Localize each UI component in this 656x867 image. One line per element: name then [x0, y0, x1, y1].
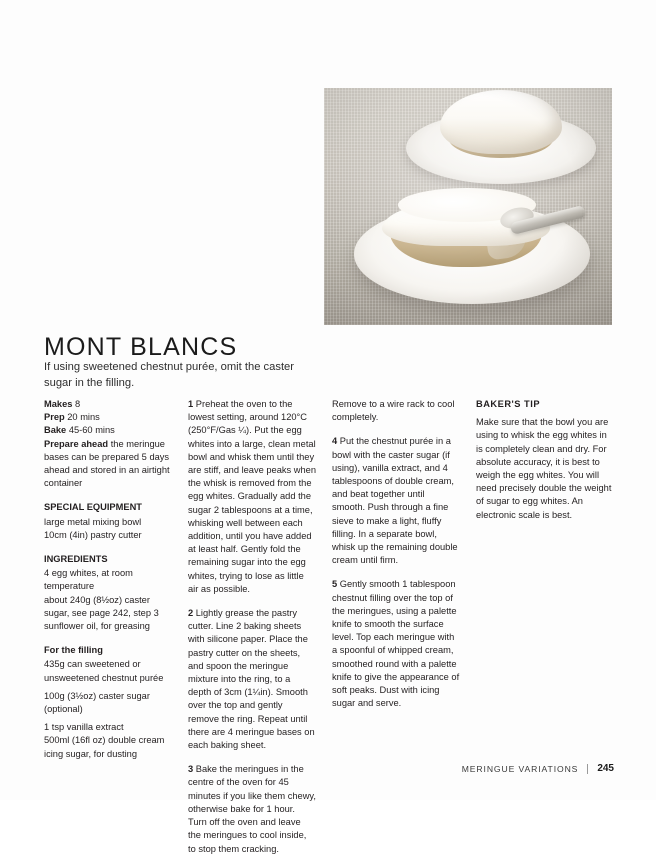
- filling-item: 100g (3½oz) caster sugar (optional): [44, 690, 150, 715]
- filling-heading: For the filling: [44, 645, 103, 656]
- ingredient-item: about 240g (8½oz) caster sugar, see page 242, step 3: [44, 594, 159, 618]
- meta-makes: [44, 398, 172, 411]
- column-steps-left: [188, 398, 332, 867]
- step-text: Bake the meringues in the centre of the oven for 45 minutes if you like them chewy, otherwise bake for 1 hour. Turn off the oven and leave the meringues to cool inside, to stop them cracking.: [188, 764, 316, 854]
- step-number: 2: [188, 608, 194, 619]
- special-equipment-item: 10cm (4in) pastry cutter: [44, 529, 142, 540]
- meta-prep-label: Prep: [44, 412, 65, 423]
- filling-item: 435g can sweetened or unsweetened chestnut purée: [44, 659, 164, 683]
- step-text: Lightly grease the pastry cutter. Line 2 baking sheets with silicone paper. Place the pastry cutter on the sheets, and spoon the meringue mixture into the ring, to a depth of 3cm (1¼in). Smooth over the top and gently remove the ring. Repeat until there are 4 meringue bases on each baking sheet.: [188, 608, 315, 751]
- column-bakers-tip: [476, 398, 614, 867]
- step-text: Gently smooth 1 tablespoon chestnut filling over the top of the meringues, using a palette knife to smooth the surface level. Top each meringue with a spoonful of whipped cream, smoothed round with a palette knife to give the appearance of soft peaks. Dust with icing sugar and serve.: [332, 579, 460, 709]
- step-text: Preheat the oven to the lowest setting, around 120°C (250°F/Gas ¼). Put the egg whites into a large, clean metal bowl and whisk them until they are stiff, and leave peaks when the whisk is removed from the egg whites. Gradually add the sugar 2 tablespoons at a time, whisking well between each addition, until you have added at least half. Gently fold the remaining sugar into the egg whites, trying to lose as little air as possible.: [188, 399, 317, 594]
- filling-item: icing sugar, for dusting: [44, 748, 138, 759]
- recipe-step: [188, 398, 316, 596]
- recipe-step: [188, 607, 316, 752]
- photo-vignette: [324, 88, 612, 325]
- meta-prep-value: 20 mins: [67, 412, 100, 423]
- bakers-tip-heading: BAKER'S TIP: [476, 399, 541, 409]
- page-number: 245: [597, 763, 614, 774]
- ingredients-heading: INGREDIENTS: [44, 554, 108, 565]
- footer-divider: [587, 764, 588, 774]
- meta-prep: [44, 411, 172, 424]
- step-number: 1: [188, 399, 194, 409]
- ingredient-item: sunflower oil, for greasing: [44, 621, 150, 632]
- recipe-step-continuation: Remove to a wire rack to cool completely.: [332, 399, 455, 423]
- recipe-columns: [44, 398, 614, 867]
- page-title: MONT BLANCS: [44, 332, 238, 361]
- recipe-subtitle: If using sweetened chestnut purée, omit the caster sugar in the filling.: [44, 361, 294, 390]
- step-text: Put the chestnut purée in a bowl with the caster sugar (if using), vanilla extract, and 4 tablespoons of double cream, and beat together until smooth. Push through a fine sieve to make a light, fluffy filling. In a separate bowl, whisk up the remaining double cream until firm.: [332, 436, 458, 566]
- recipe-step: [332, 578, 460, 710]
- ingredient-item: 4 egg whites, at room temperature: [44, 568, 133, 592]
- meta-makes-label: Makes: [44, 399, 73, 409]
- bakers-tip-text: Make sure that the bowl you are using to whisk the egg whites in is completely clean and dry. For absolute accuracy, it is best to weigh the egg whites. You will need precisely double the weight of sugar to egg whites. An electronic scale is best.: [476, 417, 612, 520]
- column-steps-right: [332, 398, 476, 867]
- page-footer: [462, 763, 614, 774]
- meta-prepare-ahead: [44, 438, 172, 491]
- recipe-step: [332, 435, 460, 567]
- special-equipment-item: large metal mixing bowl: [44, 516, 142, 527]
- filling-item: 500ml (16fl oz) double cream: [44, 735, 165, 746]
- meta-bake-label: Bake: [44, 425, 67, 436]
- step-number: 5: [332, 579, 338, 590]
- footer-section-label: MERINGUE VARIATIONS: [461, 763, 579, 774]
- recipe-step: [188, 763, 316, 855]
- filling-item: 1 tsp vanilla extract: [44, 722, 124, 733]
- meta-prepare-ahead-value: the meringue bases can be prepared 5 days ahead and stored in an airtight container: [44, 438, 170, 489]
- recipe-photo: [324, 88, 612, 325]
- meta-bake: [44, 424, 172, 437]
- meta-prepare-ahead-label: Prepare ahead: [44, 438, 109, 449]
- special-equipment-heading: SPECIAL EQUIPMENT: [44, 502, 142, 513]
- step-number: 3: [188, 764, 194, 775]
- column-ingredients: [44, 398, 188, 867]
- step-number: 4: [332, 436, 338, 447]
- meta-bake-value: 45-60 mins: [68, 425, 115, 436]
- meta-makes-value: 8: [75, 399, 81, 409]
